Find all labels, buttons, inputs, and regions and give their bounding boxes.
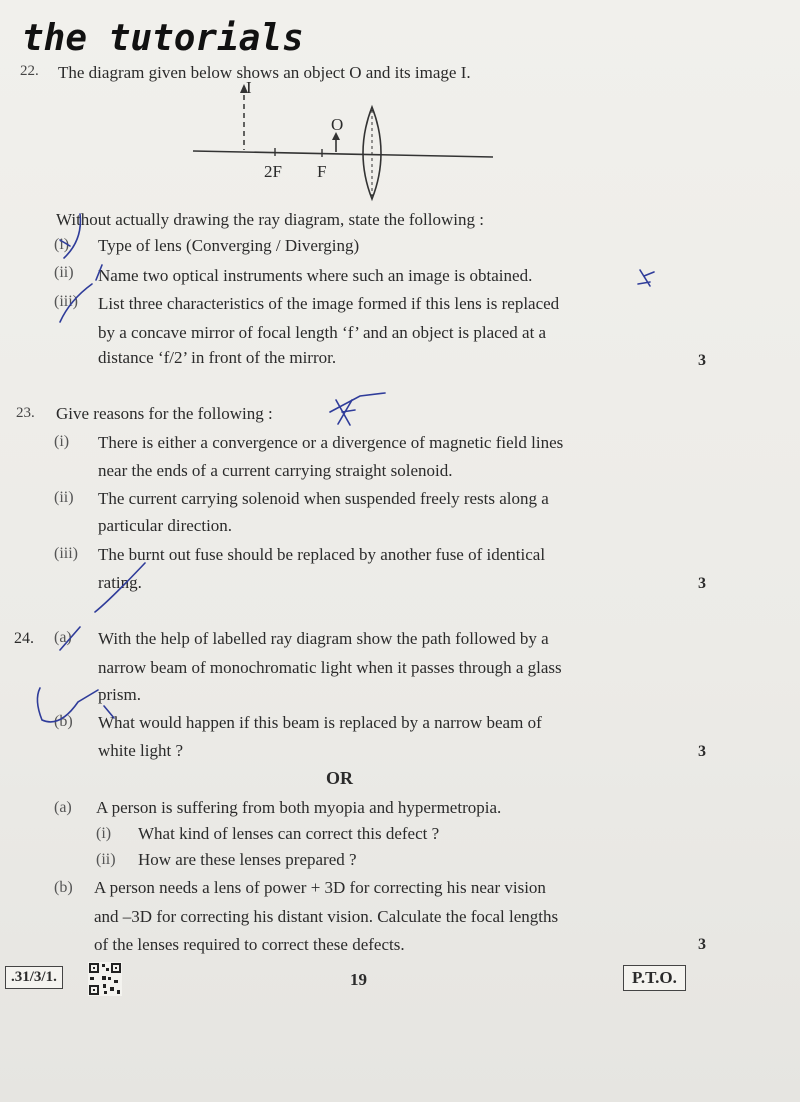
pen-tick <box>64 214 80 258</box>
q23-part-text: The burnt out fuse should be replaced by another fuse of identical <box>98 545 546 564</box>
q22-stem: The diagram given below shows an object O and its image I. <box>58 63 471 82</box>
q23-part-text: near the ends of a current carrying straight solenoid. <box>98 461 453 480</box>
q22-part-text: Name two optical instruments where such an image is obtained. <box>98 266 533 285</box>
q23-part-text: particular direction. <box>98 516 233 535</box>
pen-tick <box>95 563 145 612</box>
q22-instruction: Without actually drawing the ray diagram, state the following : <box>56 210 484 229</box>
q22-part-text: Type of lens (Converging / Diverging) <box>98 236 360 255</box>
q23-number: 23. <box>16 405 35 421</box>
q24-part-text: With the help of labelled ray diagram show the path followed by a <box>98 629 549 648</box>
q22-part-text: List three characteristics of the image formed if this lens is replaced <box>98 294 560 313</box>
q22-part-text: distance ‘f/2’ in front of the mirror. <box>98 348 337 367</box>
q24-part-text: white light ? <box>98 741 183 760</box>
q24-alt-text: and –3D for correcting his distant vision. Calculate the focal lengths <box>94 907 559 926</box>
q24-part-text: narrow beam of monochromatic light when it passes through a glass <box>98 658 562 677</box>
q24-alt-sub-num: (i) <box>96 825 112 842</box>
paper-code: .31/3/1. <box>5 966 63 989</box>
q23-part-num: (ii) <box>54 489 74 506</box>
q24-alt-num: (b) <box>54 879 73 896</box>
q24-alt-marks: 3 <box>698 936 706 953</box>
q22-number: 22. <box>20 63 39 79</box>
q23-part-text: The current carrying solenoid when suspended freely rests along a <box>98 489 549 508</box>
q23-part-text: There is either a convergence or a divergence of magnetic field lines <box>98 433 564 452</box>
q23-part-num: (iii) <box>54 545 78 562</box>
q24-alt-text: A person needs a lens of power + 3D for correcting his near vision <box>94 878 546 897</box>
q24-alt-text: of the lenses required to correct these defects. <box>94 935 405 954</box>
q22-marks: 3 <box>698 352 706 369</box>
q22-part-num: (iii) <box>54 293 78 310</box>
q22-part-num: (ii) <box>54 264 74 281</box>
q23-stem: Give reasons for the following : <box>56 404 273 423</box>
q24-part-text: What would happen if this beam is replaced by a narrow beam of <box>98 713 542 732</box>
q24-alt-sub-text: What kind of lenses can correct this defect ? <box>138 824 440 843</box>
pto-box: P.T.O. <box>623 965 686 991</box>
label-f: F <box>317 162 327 181</box>
watermark: the tutorials <box>22 18 304 59</box>
or-label: OR <box>326 768 353 788</box>
label-i: I <box>246 78 252 97</box>
q24-part-num: (a) <box>54 629 72 646</box>
label-o: O <box>331 115 344 134</box>
q24-alt-sub-num: (ii) <box>96 851 116 868</box>
q24-marks: 3 <box>698 743 706 760</box>
pen-star <box>638 270 654 286</box>
q22-part-text: by a concave mirror of focal length ‘f’ and an object is placed at a <box>98 323 547 342</box>
pen-tick <box>37 688 98 722</box>
q24-alt-num: (a) <box>54 799 72 816</box>
q22-part-num: (i) <box>54 236 70 253</box>
page-number: 19 <box>350 970 367 989</box>
q23-part-text: rating. <box>98 573 142 592</box>
q24-alt-text: A person is suffering from both myopia and hypermetropia. <box>96 798 502 817</box>
q23-part-num: (i) <box>54 433 70 450</box>
label-2f: 2F <box>264 162 282 181</box>
pen-tick <box>60 284 92 322</box>
q23-marks: 3 <box>698 575 706 592</box>
q24-number: 24. <box>14 630 34 647</box>
q24-part-num: (b) <box>54 713 73 730</box>
q24-alt-sub-text: How are these lenses prepared ? <box>138 850 357 869</box>
q24-part-text: prism. <box>98 685 141 704</box>
